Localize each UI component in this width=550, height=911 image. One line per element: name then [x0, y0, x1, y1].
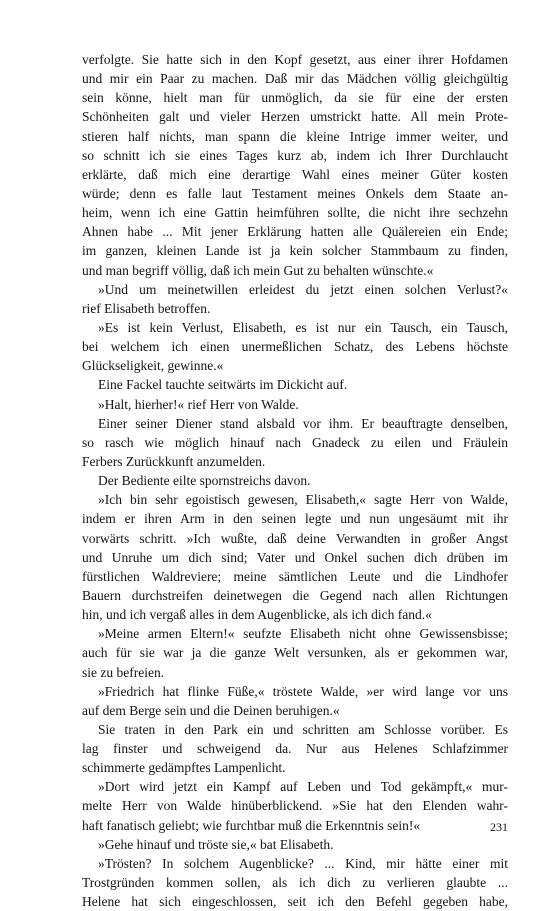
text-line: Trostgründen kommen sollen, als ich dich zu verlieren glaubte ... [82, 875, 508, 891]
text-line: sie zu befreien. [82, 664, 165, 680]
text-line: im ganzen, kleinen Lande ist ja kein solcher Stammbaum zu finden, [82, 243, 508, 259]
text-line: und Unruhe um dich sind; Vater und Onkel suchen dich drüben im [82, 549, 508, 565]
text-line: hin, und ich vergaß alles in dem Augenblicke, als ich dich fand.« [82, 607, 432, 623]
text-line: fürstlichen Waldreviere; meine sämtlichen Leute und die Lindhofer [82, 568, 508, 584]
text-line: stieren half nichts, man spann die kleine Intrige immer weiter, und [82, 128, 508, 144]
text-line: verfolgte. Sie hatte sich in den Kopf gesetzt, aus einer ihrer Hofdamen [82, 52, 508, 67]
text-line: Glückseligkeit, gewinne.« [82, 358, 224, 374]
text-line: haft fanatisch geliebt; wie furchtbar muß die Erkenntnis sein!« [82, 817, 421, 833]
text-line: Helene hat sich eingeschlossen, seit ich den Befehl gegeben habe, [82, 894, 508, 910]
text-line: Einer seiner Diener stand alsbald vor ihm. Er beauftragte denselben, [98, 415, 508, 431]
text-line: »Es ist kein Verlust, Elisabeth, es ist nur ein Tausch, ein Tausch, [98, 319, 508, 335]
text-line: so rasch wie möglich hinauf nach Gnadeck zu eilen und Fräulein [82, 434, 508, 450]
text-line: melte Herr von Walde hinüberblickend. »Sie hat den Elenden wahr- [82, 798, 508, 814]
body-text [82, 50, 508, 911]
text-line: heim, wenn ich eine Gattin heimführen sollte, die nicht ihre sechzehn [82, 205, 508, 221]
text-line: lag finster und schweigend da. Nur aus Helenes Schlafzimmer [82, 741, 508, 757]
text-line: »Meine armen Eltern!« seufzte Elisabeth nicht ohne Gewissensbisse; [98, 626, 508, 642]
text-line: schimmerte gedämpftes Lampenlicht. [82, 760, 286, 776]
text-line: bei welchem ich einen unermeßlichen Schatz, des Lebens höchste [82, 339, 508, 355]
text-line: Sie traten in den Park ein und schritten am Schlosse vorüber. Es [98, 721, 508, 737]
text-line: und man begriff völlig, daß ich mein Gut zu behalten wünschte.« [82, 262, 434, 278]
text-line: Schönheiten galt und vieler Herzen umstrickt hatte. All mein Prote- [82, 109, 508, 125]
text-line: Bauern durchstreifen deinetwegen die Gegend nach allen Richtungen [82, 587, 508, 603]
text-line: Ferbers Zurückkunft anzumelden. [82, 453, 266, 469]
text-line: so schnitt ich sie eines Tages kurz ab, indem ich Ihrer Durchlaucht [82, 147, 508, 163]
text-line: Ahnen habe ... Mit jener Erklärung hatten alle Quälereien ein Ende; [82, 224, 508, 240]
text-line: »Dort wird jetzt ein Kampf auf Leben und Tod gekämpft,« mur- [98, 779, 508, 795]
text-line: vorwärts schritt. »Ich wußte, daß deine Verwandten in großer Angst [82, 530, 508, 546]
text-line: indem er ihren Arm in den seinen legte und nun ungesäumt mit ihr [82, 511, 508, 527]
text-line: Der Bediente eilte spornstreichs davon. [98, 473, 311, 489]
page-number: 231 [490, 820, 508, 834]
text-line: »Gehe hinauf und tröste sie,« bat Elisabeth. [98, 836, 334, 852]
text-line: »Trösten? In solchem Augenblicke? ... Kind, mir hätte einer mit [98, 855, 508, 871]
text-line: sein könne, hielt man für unmöglich, da sie für eine der ersten [82, 90, 508, 106]
text-line: erklärte, daß mich eine derartige Wahl eines meiner Güter kosten [82, 166, 508, 182]
text-line: rief Elisabeth betroffen. [82, 300, 211, 316]
text-line: »Friedrich hat flinke Füße,« tröstete Walde, »er wird lange vor uns [98, 683, 508, 699]
text-line: »Ich bin sehr egoistisch gewesen, Elisabeth,« sagte Herr von Walde, [98, 492, 508, 508]
text-line: und mir ein Paar zu machen. Daß mir das Mädchen völlig gleichgültig [82, 71, 508, 87]
text-line: würde; denn es falle laut Testament meines Onkels dem Staate an- [82, 185, 508, 201]
text-line: Eine Fackel tauchte seitwärts im Dickicht auf. [98, 377, 348, 393]
text-line: »Halt, hierher!« rief Herr von Walde. [98, 396, 299, 412]
text-line: »Und um meinetwillen erleidest du jetzt einen solchen Verlust?« [98, 281, 508, 297]
text-line: auch für sie war ja die ganze Welt versunken, als er gekommen war, [82, 645, 508, 661]
text-line: auf dem Berge sein und die Deinen beruhigen.« [82, 702, 340, 718]
